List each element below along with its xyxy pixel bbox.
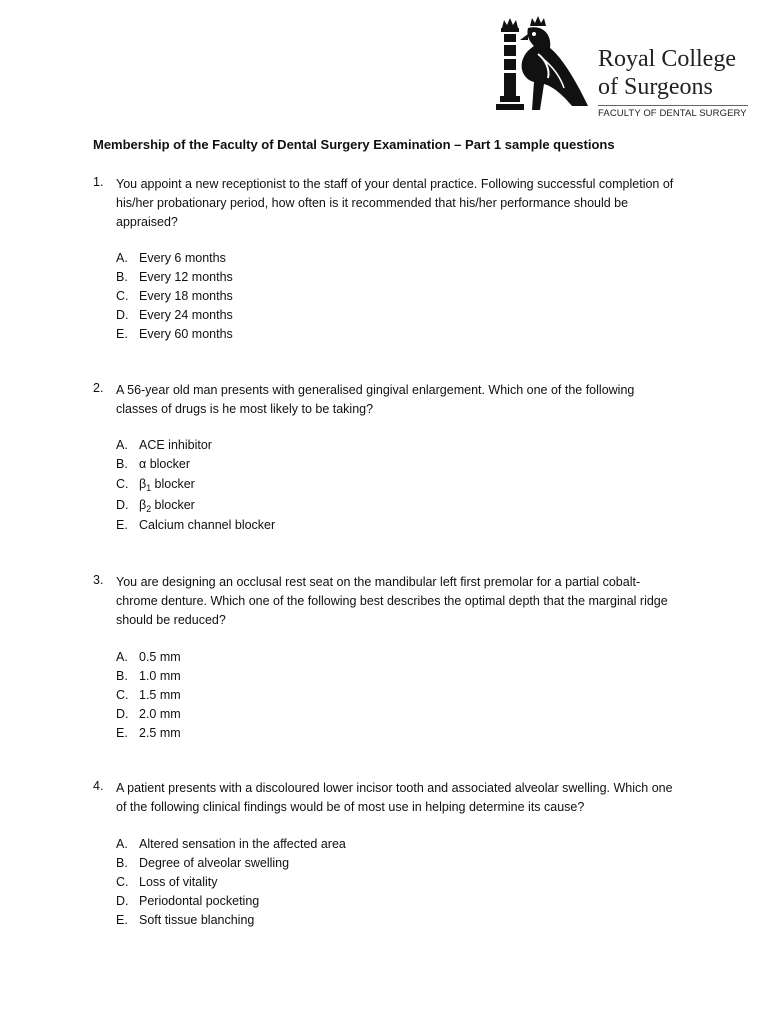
question-text: A patient presents with a discoloured lower incisor tooth and associated alveolar swelling. Which one of the following clinical findings would be of most use in helping determine its cause? — [116, 781, 673, 814]
option-letter: D. — [116, 498, 129, 512]
option-letter: D. — [116, 894, 129, 908]
option-letter: A. — [116, 251, 128, 265]
option-letter: B. — [116, 457, 128, 471]
logo-divider — [598, 105, 748, 106]
option-text: ACE inhibitor — [139, 438, 212, 452]
option-letter: E. — [116, 518, 128, 532]
option-letter: B. — [116, 669, 128, 683]
option-text: 2.0 mm — [139, 707, 181, 721]
question-number: 3. — [93, 573, 104, 587]
option-text: Loss of vitality — [139, 875, 218, 889]
option-letter: E. — [116, 913, 128, 927]
option-letter: D. — [116, 308, 129, 322]
option-text: Calcium channel blocker — [139, 518, 276, 532]
option-text: 2.5 mm — [139, 726, 181, 740]
option-letter: A. — [116, 438, 128, 452]
option-letter: C. — [116, 477, 129, 491]
question-number: 1. — [93, 175, 104, 189]
logo-line-2: of Surgeons — [598, 74, 713, 100]
option-text: Degree of alveolar swelling — [139, 856, 290, 870]
option-text: α blocker — [139, 457, 190, 471]
option-text: Every 24 months — [139, 308, 233, 322]
beta-symbol: β — [139, 498, 147, 512]
option-letter: C. — [116, 289, 129, 303]
option-text: Every 18 months — [139, 289, 233, 303]
question-text: You are designing an occlusal rest seat on the mandibular left first premolar for a partial cobalt-chrome denture. Which one of the following best describes the optimal depth that the marginal ridge should be reduced? — [116, 575, 668, 627]
question-text: You appoint a new receptionist to the staff of your dental practice. Following successful completion of his/her probationary period, how often is it recommended that his/her performance should be appraised? — [116, 177, 674, 229]
subscript: 2 — [146, 504, 152, 514]
option-text: Every 6 months — [139, 251, 226, 265]
option-letter: B. — [116, 856, 128, 870]
document-title: Membership of the Faculty of Dental Surgery Examination – Part 1 sample questions — [93, 137, 615, 152]
rcs-logo — [492, 14, 752, 124]
option-letter: A. — [116, 837, 128, 851]
option-letter: D. — [116, 707, 129, 721]
option-text: 0.5 mm — [139, 650, 181, 664]
question-number: 4. — [93, 779, 104, 793]
option-suffix: blocker — [151, 477, 195, 491]
option-text — [139, 495, 195, 516]
griffin-crest-icon — [492, 14, 592, 120]
option-letter: A. — [116, 650, 128, 664]
subscript: 1 — [146, 483, 152, 493]
option-text — [139, 474, 195, 495]
option-letter: C. — [116, 875, 129, 889]
option-text: Every 12 months — [139, 270, 233, 284]
option-text: Every 60 months — [139, 327, 233, 341]
option-text: 1.0 mm — [139, 669, 181, 683]
option-letter: C. — [116, 688, 129, 702]
option-letter: B. — [116, 270, 128, 284]
option-suffix: blocker — [151, 498, 195, 512]
option-letter: E. — [116, 327, 128, 341]
option-text: Periodontal pocketing — [139, 894, 260, 908]
option-letter: E. — [116, 726, 128, 740]
option-text: 1.5 mm — [139, 688, 181, 702]
logo-subtitle: FACULTY OF DENTAL SURGERY — [598, 108, 747, 119]
option-text: Altered sensation in the affected area — [139, 837, 346, 851]
beta-symbol: β — [139, 477, 147, 491]
logo-line-1: Royal College — [598, 46, 736, 72]
question-number: 2. — [93, 381, 104, 395]
option-text: Soft tissue blanching — [139, 913, 255, 927]
question-text: A 56-year old man presents with generalised gingival enlargement. Which one of the following classes of drugs is he most likely to be taking? — [116, 383, 635, 416]
